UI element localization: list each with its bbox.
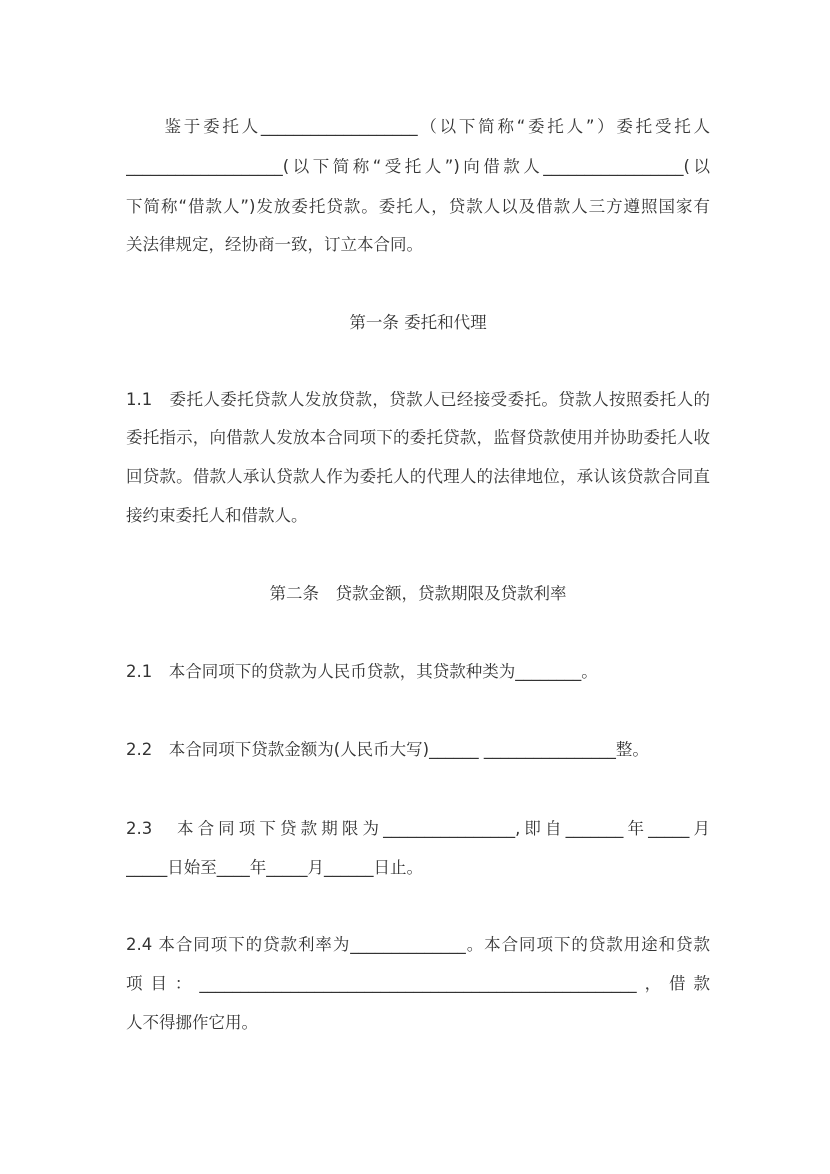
clause-2-2: 2.2 本合同项下贷款金额为(人民币大写)______ ________________整。 [126,740,649,759]
article-2-heading: 第二条 贷款金额，贷款期限及贷款利率 [269,584,567,603]
clause-line: 项目：_____________________________________________________，借款 [126,974,710,993]
clause-line: 回贷款。借款人承认贷款人作为委托人的代理人的法律地位，承认该贷款合同直 [126,467,710,486]
clause-line: 2.3 本合同项下贷款期限为________________,即自_______年_____月 [126,819,710,838]
preamble-line: 鉴于委托人___________________（以下简称“委托人”）委托受托人 [126,117,710,136]
clause-line: 1.1 委托人委托贷款人发放贷款，贷款人已经接受委托。贷款人按照委托人的 [126,390,710,409]
clause-2-1: 2.1 本合同项下的贷款为人民币贷款，其贷款种类为________。 [126,662,598,681]
clause-line: _____日始至____年_____月______日止。 [126,858,423,877]
clause-line: 2.4 本合同项下的贷款利率为______________。本合同项下的贷款用途和贷款 [126,935,710,954]
clause-line: 接约束委托人和借款人。 [126,506,308,525]
clause-line: 人不得挪作它用。 [126,1013,258,1032]
preamble-line: 下简称“借款人”)发放委托贷款。委托人，贷款人以及借款人三方遵照国家有 [126,197,710,216]
preamble-line: 关法律规定，经协商一致，订立本合同。 [126,235,423,254]
preamble-line: ___________________(以下简称“受托人”)向借款人_________________(以 [126,157,710,176]
article-1-heading: 第一条 委托和代理 [349,313,487,332]
clause-line: 委托指示，向借款人发放本合同项下的委托贷款，监督贷款使用并协助委托人收 [126,428,710,447]
